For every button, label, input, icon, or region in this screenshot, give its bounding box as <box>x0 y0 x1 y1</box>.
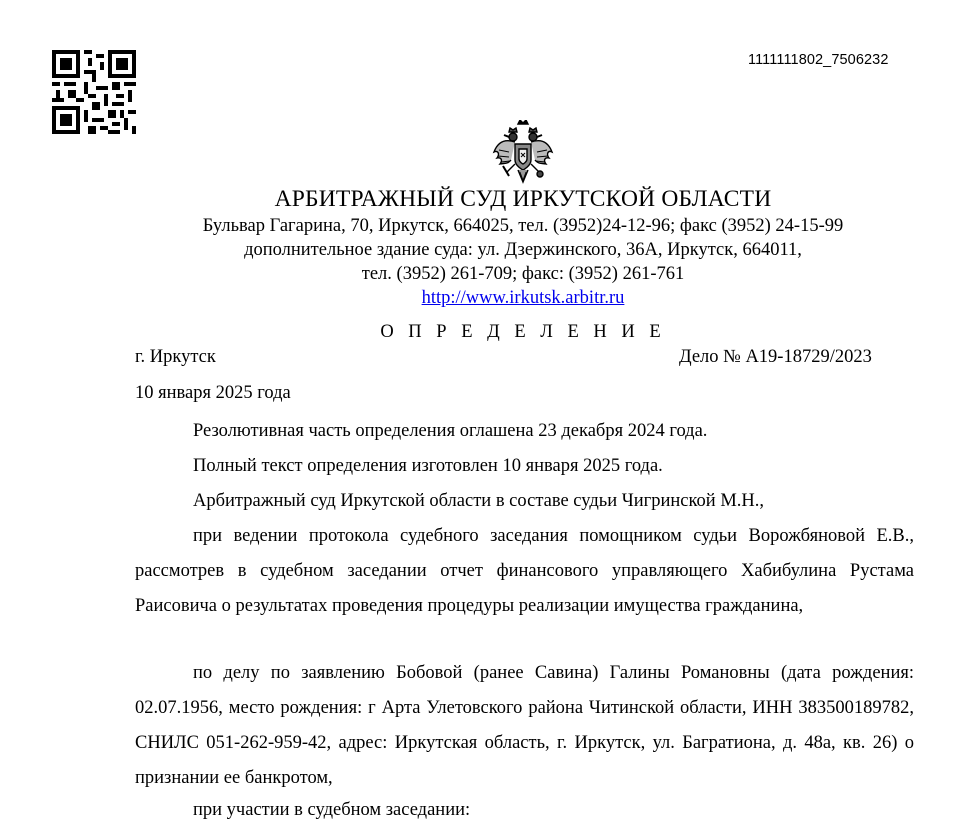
document-type-title: О П Р Е Д Е Л Е Н И Е <box>380 322 666 342</box>
paragraph: по делу по заявлению Бобовой (ранее Савина) Галины Романовны (дата рождения: 02.07.1956, место рождения: г Арта Улетовского района Читинской области, ИНН 383500189782, СНИЛС 051-262-959-42, адрес: Иркутская область, г. Иркутск, ул. Багратиона, д. 48а, кв. 26) о признании ее банкротом, <box>135 663 914 788</box>
paragraph: при участии в судебном заседании: <box>193 800 471 820</box>
court-contacts: тел. (3952) 261-709; факс: (3952) 261-761 <box>361 264 685 284</box>
document-date: 10 января 2025 года <box>135 383 291 403</box>
city: г. Иркутск <box>135 347 216 367</box>
paragraph: Арбитражный суд Иркутской области в составе судьи Чигринской М.Н., <box>193 491 765 511</box>
document-id: 1111111802_7506232 <box>748 52 889 68</box>
court-additional-address: дополнительное здание суда: ул. Дзержинского, 36А, Иркутск, 664011, <box>244 240 802 260</box>
court-website-link[interactable]: http://www.irkutsk.arbitr.ru <box>421 288 625 308</box>
court-name: АРБИТРАЖНЫЙ СУД ИРКУТСКОЙ ОБЛАСТИ <box>274 186 772 212</box>
coat-of-arms-icon <box>491 120 555 190</box>
qr-code-icon <box>52 50 136 134</box>
case-number: Дело № А19-18729/2023 <box>679 347 872 367</box>
paragraph: Полный текст определения изготовлен 10 января 2025 года. <box>193 456 663 476</box>
paragraph: Резолютивная часть определения оглашена 23 декабря 2024 года. <box>193 421 708 441</box>
paragraph: при ведении протокола судебного заседания помощником судьи Ворожбяновой Е.В., рассмотрев в судебном заседании отчет финансового управляющего Хабибулина Рустама Раисовича о результатах проведения процедуры реализации имущества гражданина, <box>135 526 914 616</box>
court-address: Бульвар Гагарина, 70, Иркутск, 664025, тел. (3952)24-12-96; факс (3952) 24-15-99 <box>202 216 844 236</box>
